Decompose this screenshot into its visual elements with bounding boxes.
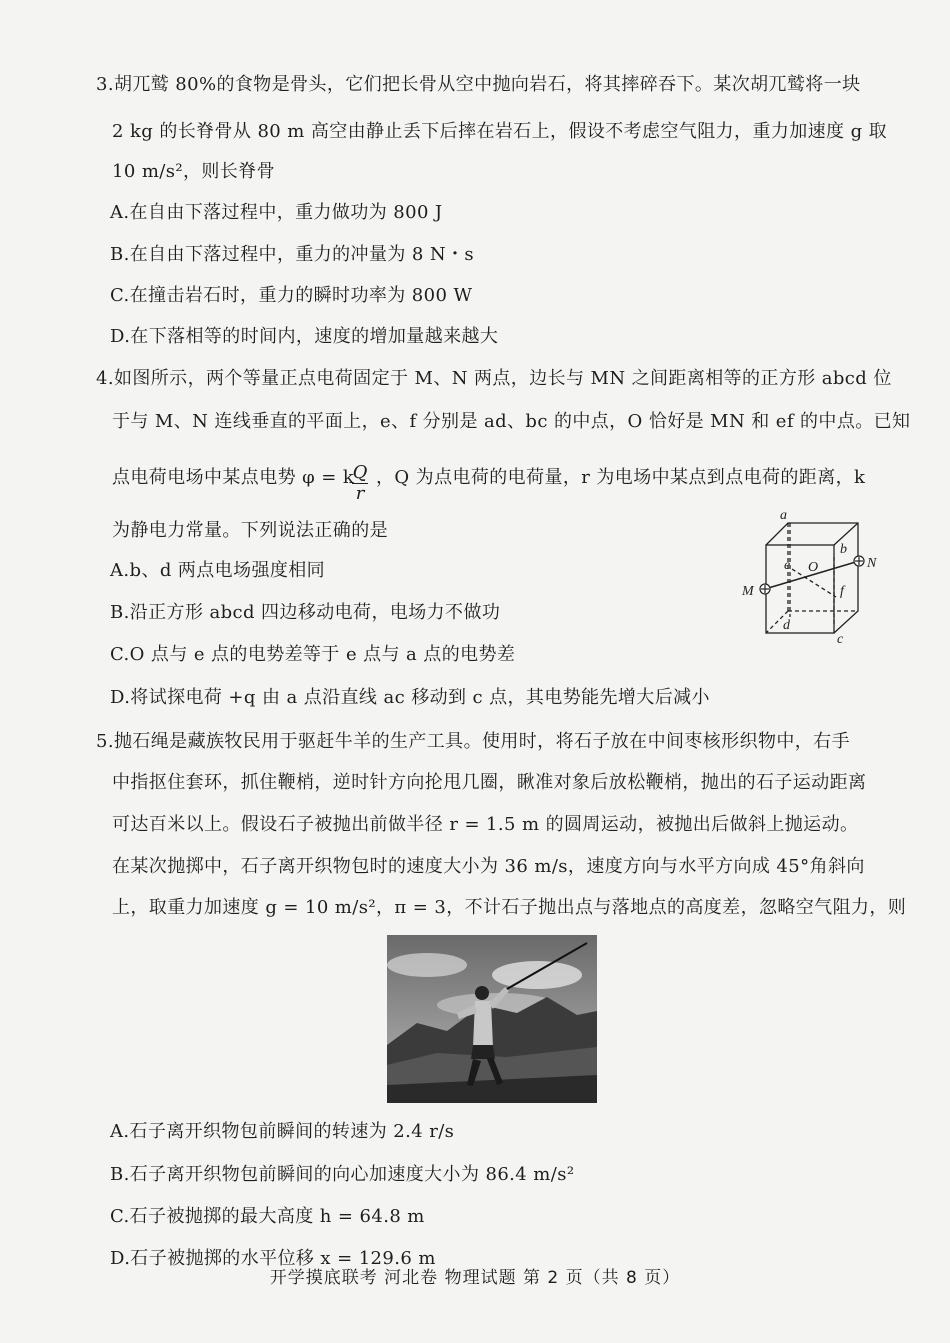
q3-stem-line1: 3.胡兀鹫 80%的食物是骨头，它们把长骨从空中抛向岩石，将其摔碎吞下。某次胡兀鹫将一块 bbox=[96, 74, 861, 95]
q5-option-d: D.石子被抛掷的水平位移 x = 129.6 m bbox=[110, 1248, 436, 1269]
q4-stem-line1: 4.如图所示，两个等量正点电荷固定于 M、N 两点，边长与 MN 之间距离相等的正方形 abcd 位 bbox=[96, 368, 892, 389]
label-f: f bbox=[840, 584, 844, 599]
label-b: b bbox=[840, 542, 847, 557]
q5-option-b: B.石子离开织物包前瞬间的向心加速度大小为 86.4 m/s² bbox=[110, 1164, 575, 1185]
label-n: N bbox=[867, 556, 877, 571]
q4-option-d: D.将试探电荷 +q 由 a 点沿直线 ac 移动到 c 点，其电势能先增大后减小 bbox=[110, 687, 710, 708]
q4-option-c: C.O 点与 e 点的电势差等于 e 点与 a 点的电势差 bbox=[110, 644, 516, 665]
q4-stem-line4: 为静电力常量。下列说法正确的是 bbox=[112, 520, 388, 541]
cube-charge-diagram bbox=[738, 505, 888, 645]
fraction-denominator: r bbox=[355, 483, 365, 504]
sling-thrower-photo bbox=[387, 935, 597, 1103]
q3-option-a: A.在自由下落过程中，重力做功为 800 J bbox=[110, 202, 443, 223]
q3-option-b: B.在自由下落过程中，重力的冲量为 8 N・s bbox=[110, 244, 475, 265]
fraction-numerator: Q bbox=[352, 462, 368, 483]
q5-stem-line2: 中指抠住套环，抓住鞭梢，逆时针方向抡甩几圈，瞅准对象后放松鞭梢，抛出的石子运动距离 bbox=[112, 772, 867, 793]
q5-stem-line1: 5.抛石绳是藏族牧民用于驱赶牛羊的生产工具。使用时，将石子放在中间枣核形织物中，右手 bbox=[96, 731, 850, 752]
q3-option-d: D.在下落相等的时间内，速度的增加量越来越大 bbox=[110, 326, 499, 347]
potential-formula-fraction bbox=[352, 463, 368, 504]
label-o: O bbox=[808, 560, 819, 575]
q4-option-a: A.b、d 两点电场强度相同 bbox=[110, 560, 326, 581]
q4-option-b: B.沿正方形 abcd 四边移动电荷，电场力不做功 bbox=[110, 602, 501, 623]
q4-stem-line3-post: ，Q 为点电荷的电荷量，r 为电场中某点到点电荷的距离，k bbox=[376, 467, 866, 488]
q4-stem-line2: 于与 M、N 连线垂直的平面上，e、f 分别是 ad、bc 的中点，O 恰好是 MN 和 ef 的中点。已知 bbox=[112, 411, 911, 432]
q5-option-a: A.石子离开织物包前瞬间的转速为 2.4 r/s bbox=[110, 1121, 455, 1142]
q3-option-c: C.在撞击岩石时，重力的瞬时功率为 800 W bbox=[110, 285, 473, 306]
charge-n-icon bbox=[854, 556, 864, 566]
page-footer: 开学摸底联考 河北卷 物理试题 第 2 页（共 8 页） bbox=[269, 1268, 681, 1288]
label-e: e bbox=[784, 558, 791, 573]
q5-stem-line4: 在某次抛掷中，石子离开织物包时的速度大小为 36 m/s，速度方向与水平方向成 45°角斜向 bbox=[112, 856, 865, 877]
q5-stem-line5: 上，取重力加速度 g = 10 m/s²，π = 3，不计石子抛出点与落地点的高度差，忽略空气阻力，则 bbox=[112, 897, 907, 918]
q4-stem-line3-pre: 点电荷电场中某点电势 φ = k bbox=[112, 467, 355, 488]
q5-stem-line3: 可达百米以上。假设石子被抛出前做半径 r = 1.5 m 的圆周运动，被抛出后做斜上抛运动。 bbox=[112, 814, 859, 835]
charge-m-icon bbox=[760, 584, 770, 594]
q3-stem-line2: 2 kg 的长脊骨从 80 m 高空由静止丢下后摔在岩石上，假设不考虑空气阻力，重力加速度 g 取 bbox=[112, 121, 888, 142]
label-c: c bbox=[837, 632, 844, 645]
label-a: a bbox=[780, 508, 787, 523]
q5-option-c: C.石子被抛掷的最大高度 h = 64.8 m bbox=[110, 1206, 425, 1227]
q3-stem-line3: 10 m/s²，则长脊骨 bbox=[112, 161, 276, 182]
label-m: M bbox=[742, 584, 754, 599]
label-d: d bbox=[783, 618, 790, 633]
